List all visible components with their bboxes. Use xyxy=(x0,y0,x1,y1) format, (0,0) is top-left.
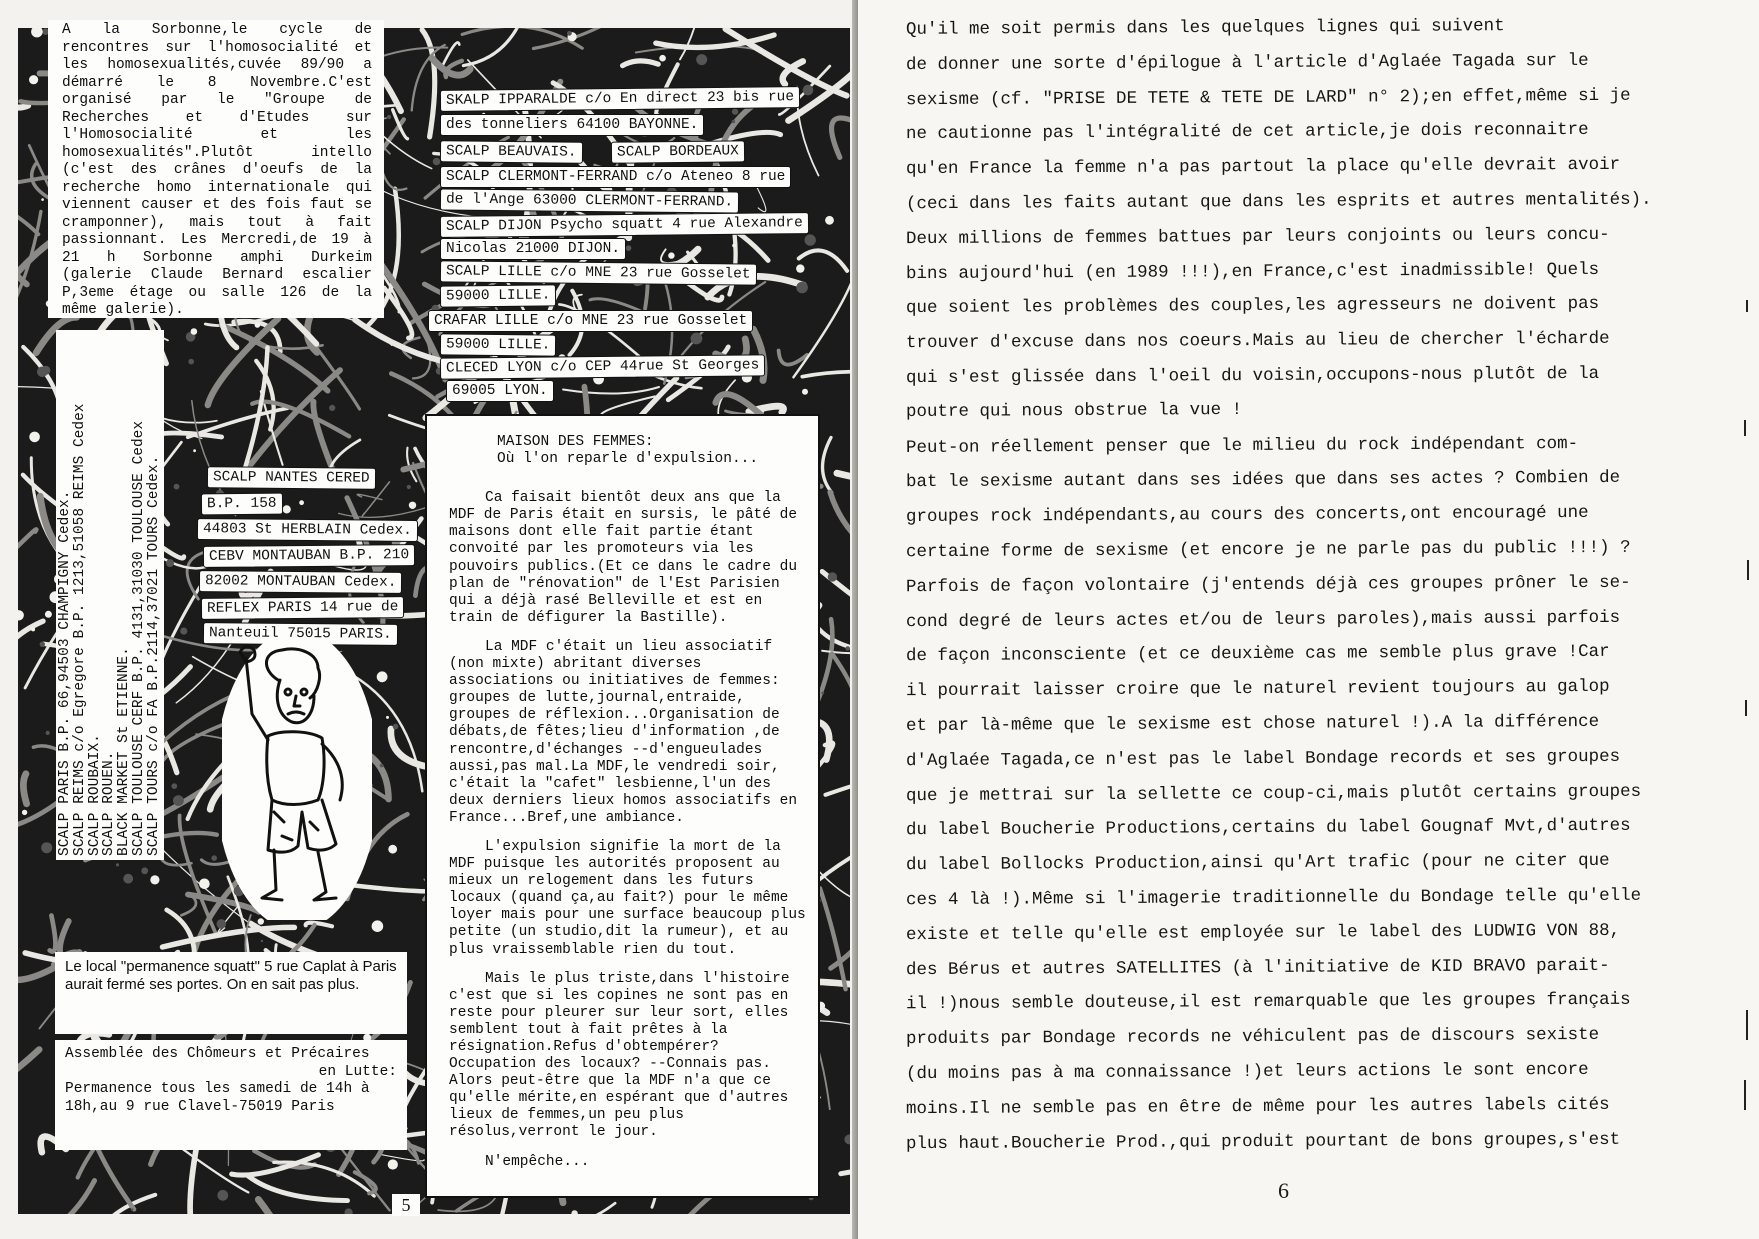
essay-line: Qu'il me soit permis dans les quelques lignes qui suivent xyxy=(905,16,1505,40)
maison-des-femmes-article xyxy=(425,414,820,1198)
essay-line: cond degré de leurs actes et/ou de leurs paroles),mais aussi parfois xyxy=(905,607,1621,632)
vertical-address-list xyxy=(56,330,164,860)
essay-line: qu'en France la femme n'a pas partout la place qu'elle devrait avoir xyxy=(905,155,1621,180)
essay-line: bins aujourd'hui (en 1989 !!!),en France,c'est inadmissible! Quels xyxy=(905,259,1600,284)
essay-line: ces 4 là !).Même si l'imagerie traditionnelle du Bondage telle qu'elle xyxy=(905,885,1642,911)
essay-line: groupes rock indépendants,au cours des concerts,ont encouragé une xyxy=(905,503,1589,528)
permanence-squatt-notice xyxy=(55,952,407,1034)
vertical-address-line: SCALP ROUEN. xyxy=(101,751,118,856)
scalp-address-line: CRAFAR LILLE c/o MNE 23 rue Gosselet xyxy=(428,310,753,332)
scalp-address-line: SCALP DIJON Psycho squatt 4 rue Alexandre xyxy=(440,212,809,238)
nantes-address-line: B.P. 158 xyxy=(201,493,283,516)
vertical-address-line: SCALP PARIS B.P. 66,94503 CHAMPIGNY Cedex. xyxy=(57,490,73,856)
scalp-address-line: SCALP CLERMONT-FERRAND c/o Ateneo 8 rue xyxy=(440,166,791,188)
assemblee-title-2: en Lutte: xyxy=(318,1063,397,1080)
page-number-right: 6 xyxy=(1278,1178,1289,1203)
sorbonne-text: A la Sorbonne,le cycle de rencontres sur l'homosocialité et les homosexualités,cuvée 89/90 a démarré le 8 Novembre.C'est organisé par le "Groupe de Recherches et d'Etudes sur l'Homosocialité et les homosexualités".Plutôt intello (c'est des crânes d'oeufs de la recherche homo internationale qui viennent causer et des fois faut se cramponner), mais tout à fait passionnant. Les Mercredi,de 19 à 21 h Sorbonne amphi Durkeim (galerie Claude Bernard escalier P,3eme étage ou salle 126 de la même galerie). xyxy=(62,22,372,318)
scalp-address-line: des tonneliers 64100 BAYONNE. xyxy=(440,114,704,136)
nantes-address-line: Nanteuil 75015 PARIS. xyxy=(203,622,398,646)
scalp-address-line: SKALP IPPARALDE c/o En direct 23 bis rue xyxy=(440,86,800,112)
scalp-address-line: SCALP BEAUVAIS. xyxy=(440,140,583,163)
page-edge-marks xyxy=(1737,0,1753,1239)
stick-figure-drawing xyxy=(222,640,372,920)
mdf-paragraph-3: L'expulsion signifie la mort de la MDF puisque les autorités proposent au mieux un relogement dans les futurs locaux (quand ça,au fait?) pour le même loyer mais pour une surface beaucoup plus petite (un studio,dit la rumeur), et au plus vraissemblable rien du tout. xyxy=(449,838,806,958)
scalp-address-line: SCALP LILLE c/o MNE 23 rue Gosselet xyxy=(440,260,757,285)
essay-line: et par là-même que le sexisme est chose naturel !).A la différence xyxy=(905,711,1600,737)
essay-line: (du moins pas à ma connaissance !)et leurs actions le sont encore xyxy=(905,1059,1589,1085)
essay-line: que je mettrai sur la sellette ce coup-ci,mais plutôt certains groupes xyxy=(905,781,1642,806)
left-page xyxy=(0,0,858,1239)
scalp-address-line: 69005 LYON. xyxy=(446,380,554,402)
essay-line: Parfois de façon volontaire (j'entends déjà ces groupes prôner le se- xyxy=(905,572,1631,598)
assemblee-title-1: Assemblée des Chômeurs et Précaires xyxy=(65,1046,370,1062)
assemblee-text: Permanence tous les samedi de 14h à 18h,au 9 rue Clavel-75019 Paris xyxy=(65,1081,370,1115)
mdf-paragraph-1: Ca faisait bientôt deux ans que la MDF de Paris était en sursis, le pâté de maisons dont elle fait partie étant convoité par les promoteurs via les pouvoirs publics.(Et ce dans le cadre du plan de "rénovation" de l'Est Parisien qui a déjà rasé Belleville et est en train de défigurer la Bastille). xyxy=(449,490,798,626)
sorbonne-notice xyxy=(48,20,384,318)
nantes-address-line: CEBV MONTAUBAN B.P. 210 xyxy=(203,544,415,568)
essay-line: il !)nous semble douteuse,il est remarquable que les groupes français xyxy=(905,990,1631,1015)
scalp-address-line: 59000 LILLE. xyxy=(440,284,557,307)
essay-line: certaine forme de sexisme (et encore je ne parle pas du public !!!) ? xyxy=(905,537,1631,563)
essay-line: Deux millions de femmes battues par leurs conjoints ou leurs concu- xyxy=(905,224,1610,249)
right-page xyxy=(858,0,1759,1239)
nantes-address-line: REFLEX PARIS 14 rue de xyxy=(201,596,405,620)
mdf-ending: N'empêche... xyxy=(485,1153,590,1170)
essay-line: sexisme (cf. "PRISE DE TETE & TETE DE LARD" n° 2);en effet,même si je xyxy=(905,85,1631,110)
scalp-address-line: de l'Ange 63000 CLERMONT-FERRAND. xyxy=(440,188,739,213)
scalp-address-line: CLECED LYON c/o CEP 44rue St Georges xyxy=(440,354,765,379)
essay-line: produits par Bondage records ne véhiculent pas de discours sexiste xyxy=(905,1025,1600,1050)
vertical-address-line: SCALP TOURS c/o FA B.P.2114,37021 TOURS Cedex. xyxy=(145,455,162,856)
essay-line: de façon inconsciente (et ce deuxième cas me semble plus grave !Car xyxy=(905,642,1610,667)
essay-line: il pourrait laisser croire que le naturel revient toujours au galop xyxy=(905,677,1610,702)
nantes-address-line: 44803 St HERBLAIN Cedex. xyxy=(197,518,418,542)
essay-line: poutre qui nous obstrue la vue ! xyxy=(905,399,1243,422)
page-number-left: 5 xyxy=(392,1194,420,1216)
essay-line: du label Bollocks Production,ainsi qu'Art trafic (pour ne citer que xyxy=(905,851,1610,876)
essay-line: bat le sexisme autant dans ses idées que dans ses actes ? Combien de xyxy=(905,468,1621,493)
essay-line: Peut-on réellement penser que le milieu du rock indépendant com- xyxy=(905,433,1579,458)
assemblee-notice xyxy=(55,1040,407,1150)
nantes-address-line: SCALP NANTES CERED xyxy=(207,466,376,489)
essay-line: moins.Il ne semble pas en être de même pour les autres labels cités xyxy=(905,1094,1610,1119)
essay-line: trouver d'excuse dans nos coeurs.Mais au lieu de chercher l'écharde xyxy=(905,329,1610,354)
mdf-paragraph-4: Mais le plus triste,dans l'histoire c'est que si les copines ne sont pas en reste pour pleurer sur leur sort, elles semblent tout à fait prêtes à la résignation.Refus d'obtempérer? Occupation des locaux? --Connais pas. Alors peut-être que la MDF n'a que ce qu'elle mérite,en espérant que d'autres lieux de femmes,un peu plus résolus,verront le jour. xyxy=(449,970,790,1141)
essay-line: ne cautionne pas l'intégralité de cet article,je dois reconnaitre xyxy=(905,120,1589,145)
scalp-address-line: SCALP BORDEAUX xyxy=(611,140,745,163)
vertical-address-line: BLACK MARKET St ETIENNE. xyxy=(116,647,133,856)
essay-line: que soient les problèmes des couples,les agresseurs ne doivent pas xyxy=(905,294,1600,319)
mdf-title: MAISON DES FEMMES: xyxy=(497,434,654,450)
vertical-address-block xyxy=(56,330,176,860)
essay-line: (ceci dans les faits autant que dans les esprits et autres mentalités). xyxy=(905,189,1652,215)
essay-line: des Bérus et autres SATELLITES (à l'initiative de KID BRAVO parait- xyxy=(905,955,1610,980)
essay-line: de donner une sorte d'épilogue à l'article d'Aglaée Tagada sur le xyxy=(905,50,1589,75)
essay-line: d'Aglaée Tagada,ce n'est pas le label Bondage records et ses groupes xyxy=(905,746,1621,771)
scalp-address-line: 59000 LILLE. xyxy=(440,333,557,356)
essay-line: du label Boucherie Productions,certains du label Gougnaf Mvt,d'autres xyxy=(905,816,1631,841)
essay-line: plus haut.Boucherie Prod.,qui produit pourtant de bons groupes,s'est xyxy=(905,1129,1621,1154)
vertical-address-line: SCALP REIMS c/o Egregore B.P. 1213,51058 REIMS Cedex xyxy=(71,403,88,856)
vertical-address-line: SCALP TOULOUSE CERF B.P. 4131,31030 TOULOUSE Cedex xyxy=(130,420,147,856)
essay-line: qui s'est glissée dans l'oeil du voisin,occupons-nous plutôt de la xyxy=(905,363,1600,389)
permanence-squatt-text: Le local "permanence squatt" 5 rue Caplat à Paris aurait fermé ses portes. On en sait pas plus. xyxy=(65,958,397,993)
mdf-subtitle: Où l'on reparle d'expulsion... xyxy=(497,451,759,468)
scalp-address-line: Nicolas 21000 DIJON. xyxy=(440,238,626,260)
nantes-address-line: 82002 MONTAUBAN Cedex. xyxy=(199,570,403,594)
essay-line: existe et telle qu'elle est employée sur le label des LUDWIG VON 88, xyxy=(905,920,1621,945)
mdf-paragraph-2: La MDF c'était un lieu associatif (non mixte) abritant diverses associations ou initiatives de femmes: groupes de lutte,journal,entraide, groupes de réflexion...Organisation de débats,de fêtes;lieu d'information ,de rencontre,d'échanges --d'engueulades aussi,pas mal.La MDF,le vendredi soir, c'était la "cafet" lesbienne,l'un des deux derniers lieux homos associatifs en France...Bref,une ambiance. xyxy=(449,638,798,826)
vertical-address-line: SCALP ROUBAIX. xyxy=(86,734,103,856)
